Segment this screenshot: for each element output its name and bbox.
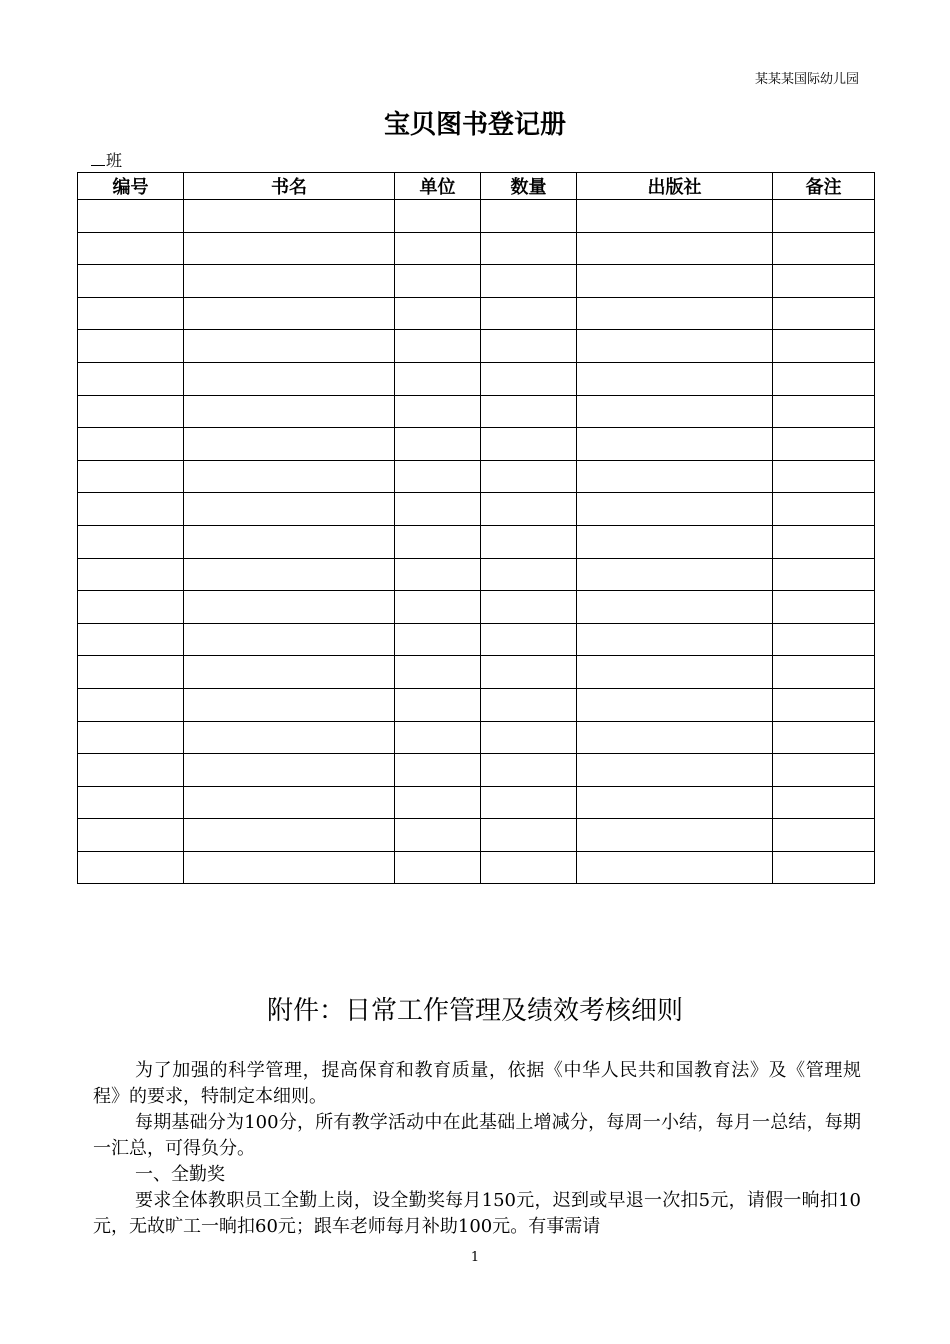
table-cell[interactable]	[184, 688, 395, 721]
table-cell[interactable]	[577, 591, 773, 624]
table-cell[interactable]	[184, 525, 395, 558]
table-cell[interactable]	[481, 493, 577, 526]
table-cell[interactable]	[773, 754, 875, 787]
table-cell[interactable]	[78, 460, 184, 493]
table-cell[interactable]	[395, 656, 481, 689]
table-cell[interactable]	[78, 200, 184, 233]
table-cell[interactable]	[481, 265, 577, 298]
table-cell[interactable]	[395, 819, 481, 852]
table-cell[interactable]	[577, 558, 773, 591]
table-cell[interactable]	[395, 428, 481, 461]
table-cell[interactable]	[577, 688, 773, 721]
table-cell[interactable]	[184, 786, 395, 819]
column-header-title: 书名	[184, 173, 395, 200]
table-row	[78, 591, 875, 624]
table-cell[interactable]	[773, 721, 875, 754]
table-cell[interactable]	[773, 688, 875, 721]
table-cell[interactable]	[78, 395, 184, 428]
table-cell[interactable]	[78, 721, 184, 754]
table-cell[interactable]	[577, 493, 773, 526]
table-cell[interactable]	[184, 623, 395, 656]
table-cell[interactable]	[395, 297, 481, 330]
table-cell[interactable]	[78, 297, 184, 330]
column-header-remarks: 备注	[773, 173, 875, 200]
table-cell[interactable]	[184, 851, 395, 884]
table-cell[interactable]	[395, 754, 481, 787]
table-row	[78, 688, 875, 721]
table-cell[interactable]	[481, 362, 577, 395]
table-cell[interactable]	[577, 786, 773, 819]
table-cell[interactable]	[184, 558, 395, 591]
table-cell[interactable]	[577, 297, 773, 330]
table-cell[interactable]	[184, 330, 395, 363]
column-header-quantity: 数量	[481, 173, 577, 200]
table-row	[78, 265, 875, 298]
table-cell[interactable]	[577, 232, 773, 265]
table-cell[interactable]	[577, 200, 773, 233]
table-cell[interactable]	[773, 395, 875, 428]
table-row	[78, 525, 875, 558]
table-cell[interactable]	[481, 786, 577, 819]
table-cell[interactable]	[78, 786, 184, 819]
table-cell[interactable]	[78, 232, 184, 265]
table-cell[interactable]	[481, 656, 577, 689]
table-cell[interactable]	[184, 362, 395, 395]
table-cell[interactable]	[395, 591, 481, 624]
table-cell[interactable]	[184, 721, 395, 754]
table-cell[interactable]	[577, 330, 773, 363]
table-cell[interactable]	[184, 754, 395, 787]
table-cell[interactable]	[773, 525, 875, 558]
table-cell[interactable]	[481, 460, 577, 493]
table-cell[interactable]	[481, 232, 577, 265]
table-cell[interactable]	[184, 265, 395, 298]
table-cell[interactable]	[78, 428, 184, 461]
table-row	[78, 819, 875, 852]
table-cell[interactable]	[577, 819, 773, 852]
column-header-number: 编号	[78, 173, 184, 200]
table-cell[interactable]	[184, 591, 395, 624]
table-cell[interactable]	[184, 200, 395, 233]
table-cell[interactable]	[395, 362, 481, 395]
table-row	[78, 362, 875, 395]
table-cell[interactable]	[577, 428, 773, 461]
table-cell[interactable]	[577, 623, 773, 656]
table-cell[interactable]	[481, 819, 577, 852]
table-cell[interactable]	[481, 721, 577, 754]
table-row	[78, 395, 875, 428]
column-header-publisher: 出版社	[577, 173, 773, 200]
table-row	[78, 428, 875, 461]
table-cell[interactable]	[577, 525, 773, 558]
table-row	[78, 786, 875, 819]
paragraph: 为了加强的科学管理，提高保育和教育质量，依据《中华人民共和国教育法》及《管理规程》的要求，特制定本细则。	[93, 1060, 861, 1107]
table-cell[interactable]	[395, 721, 481, 754]
register-title: 宝贝图书登记册	[383, 110, 566, 140]
table-cell[interactable]	[481, 525, 577, 558]
table-cell[interactable]	[395, 786, 481, 819]
table-cell[interactable]	[395, 232, 481, 265]
table-row	[78, 232, 875, 265]
table-cell[interactable]	[773, 819, 875, 852]
table-cell[interactable]	[78, 591, 184, 624]
table-cell[interactable]	[577, 851, 773, 884]
table-row	[78, 330, 875, 363]
table-cell[interactable]	[577, 460, 773, 493]
table-cell[interactable]	[773, 460, 875, 493]
table-cell[interactable]	[184, 428, 395, 461]
table-cell[interactable]	[78, 558, 184, 591]
table-row	[78, 851, 875, 884]
table-cell[interactable]	[481, 297, 577, 330]
table-cell[interactable]	[773, 558, 875, 591]
table-cell[interactable]	[184, 297, 395, 330]
table-cell[interactable]	[78, 851, 184, 884]
table-row	[78, 200, 875, 233]
table-cell[interactable]	[481, 200, 577, 233]
table-cell[interactable]	[184, 819, 395, 852]
table-cell[interactable]	[773, 786, 875, 819]
table-cell[interactable]	[78, 656, 184, 689]
table-cell[interactable]	[395, 200, 481, 233]
table-row	[78, 623, 875, 656]
table-cell[interactable]	[184, 656, 395, 689]
book-register-table	[77, 172, 875, 884]
table-cell[interactable]	[773, 232, 875, 265]
table-cell[interactable]	[395, 623, 481, 656]
table-cell[interactable]	[773, 428, 875, 461]
table-cell[interactable]	[78, 688, 184, 721]
table-cell[interactable]	[577, 265, 773, 298]
paragraph: 每期基础分为100分，所有教学活动中在此基础上增减分，每周一小结，每月一总结，每期一汇总，可得负分。	[93, 1112, 861, 1159]
class-suffix: 班	[106, 151, 123, 170]
table-cell[interactable]	[395, 330, 481, 363]
table-cell[interactable]	[481, 428, 577, 461]
table-cell[interactable]	[481, 688, 577, 721]
table-cell[interactable]	[78, 525, 184, 558]
annex-title: 附件：日常工作管理及绩效考核细则	[266, 996, 683, 1026]
section-heading: 一、全勤奖	[135, 1164, 225, 1185]
table-cell[interactable]	[395, 525, 481, 558]
table-cell[interactable]	[481, 851, 577, 884]
table-cell[interactable]	[773, 297, 875, 330]
table-cell[interactable]	[773, 851, 875, 884]
table-cell[interactable]	[395, 851, 481, 884]
table-cell[interactable]	[773, 330, 875, 363]
table-cell[interactable]	[395, 688, 481, 721]
table-row	[78, 297, 875, 330]
table-row	[78, 656, 875, 689]
class-label	[91, 148, 122, 171]
table-cell[interactable]	[78, 819, 184, 852]
table-cell[interactable]	[773, 623, 875, 656]
table-cell[interactable]	[395, 493, 481, 526]
class-blank-line	[91, 151, 105, 166]
organization-name: 某某某国际幼儿园	[754, 72, 859, 87]
table-row	[78, 493, 875, 526]
table-cell[interactable]	[773, 656, 875, 689]
table-row	[78, 460, 875, 493]
table-cell[interactable]	[184, 460, 395, 493]
page-number: 1	[470, 1250, 480, 1265]
table-cell[interactable]	[481, 330, 577, 363]
table-cell[interactable]	[577, 362, 773, 395]
table-cell[interactable]	[184, 493, 395, 526]
table-cell[interactable]	[773, 200, 875, 233]
table-cell[interactable]	[184, 232, 395, 265]
table-cell[interactable]	[481, 591, 577, 624]
table-cell[interactable]	[78, 754, 184, 787]
table-cell[interactable]	[481, 623, 577, 656]
annex-body	[93, 1058, 861, 1240]
table-body	[78, 200, 875, 884]
table-cell[interactable]	[78, 623, 184, 656]
column-header-unit: 单位	[395, 173, 481, 200]
table-cell[interactable]	[395, 395, 481, 428]
table-cell[interactable]	[78, 330, 184, 363]
table-cell[interactable]	[481, 395, 577, 428]
table-cell[interactable]	[773, 591, 875, 624]
table-cell[interactable]	[78, 493, 184, 526]
table-cell[interactable]	[577, 754, 773, 787]
table-cell[interactable]	[395, 265, 481, 298]
table-cell[interactable]	[78, 265, 184, 298]
table-cell[interactable]	[481, 754, 577, 787]
table-cell[interactable]	[577, 721, 773, 754]
table-row	[78, 558, 875, 591]
table-cell[interactable]	[577, 395, 773, 428]
table-cell[interactable]	[773, 362, 875, 395]
table-cell[interactable]	[184, 395, 395, 428]
table-row	[78, 721, 875, 754]
table-header-row	[78, 173, 875, 200]
table-cell[interactable]	[78, 362, 184, 395]
table-cell[interactable]	[773, 265, 875, 298]
table-row	[78, 754, 875, 787]
paragraph: 要求全体教职员工全勤上岗，设全勤奖每月150元，迟到或早退一次扣5元，请假一晌扣10元，无故旷工一晌扣60元；跟车老师每月补助100元。有事需请	[93, 1190, 861, 1237]
table-cell[interactable]	[395, 460, 481, 493]
table-cell[interactable]	[481, 558, 577, 591]
table-cell[interactable]	[395, 558, 481, 591]
table-cell[interactable]	[577, 656, 773, 689]
table-cell[interactable]	[773, 493, 875, 526]
